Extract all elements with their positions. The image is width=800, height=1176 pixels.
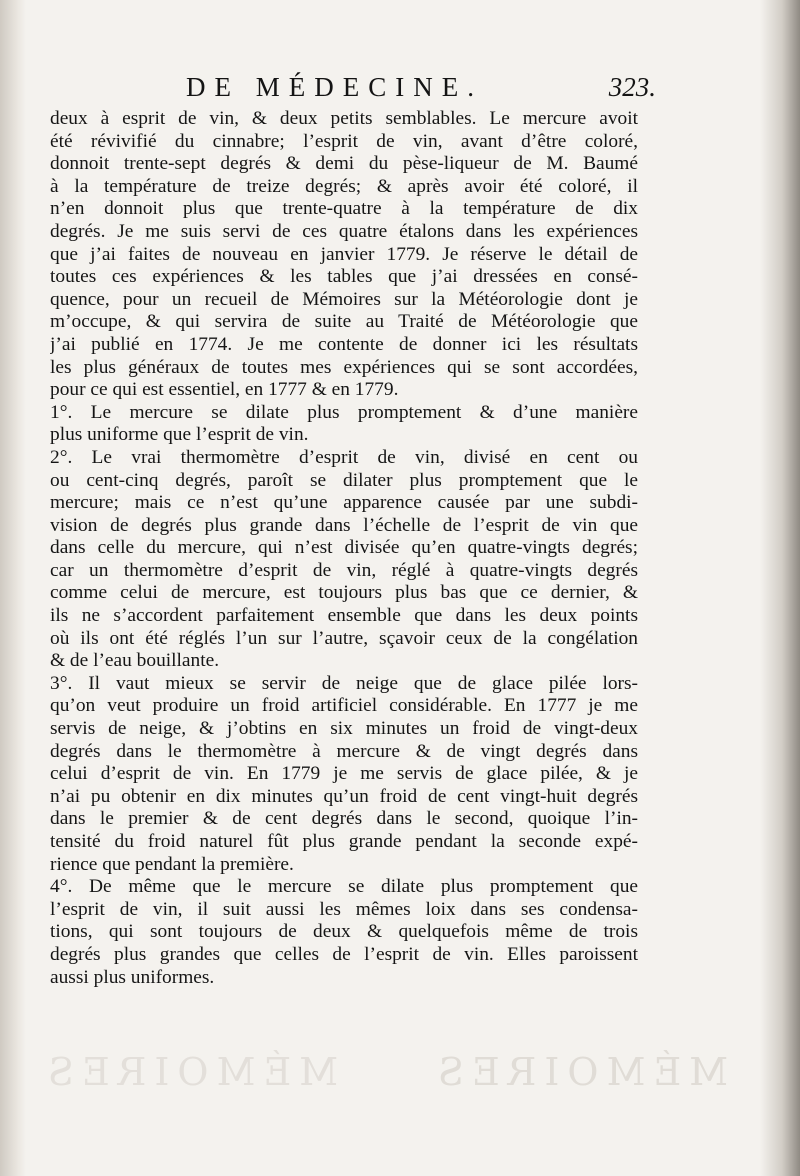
- text-line: j’ai publié en 1774. Je me contente de donner ici les résultats: [50, 333, 638, 355]
- text-line: degrés dans le thermomètre à mercure & de vingt degrés dans: [50, 740, 638, 762]
- text-line: toutes ces expériences & les tables que j’ai dressées en consé-: [50, 266, 638, 288]
- text-line: rience que pendant la première.: [50, 853, 294, 875]
- text-line: qu’on veut produire un froid artificiel considérable. En 1777 je me: [50, 695, 638, 717]
- text-line: dans celle du mercure, qui n’est divisée qu’en quatre-vingts degrés;: [50, 537, 638, 559]
- text-line: 4°. De même que le mercure se dilate plus promptement que: [50, 876, 638, 898]
- text-line: vision de degrés plus grande dans l’échelle de l’esprit de vin que: [50, 514, 638, 536]
- paragraph: [50, 876, 638, 989]
- text-line: mercure; mais ce n’est qu’une apparence causée par une subdi-: [50, 492, 638, 514]
- text-line: deux à esprit de vin, & deux petits semblables. Le mercure avoit: [50, 108, 638, 129]
- page-edge-shadow-right: [760, 0, 800, 1176]
- paragraph: [50, 673, 638, 876]
- running-head: DE MÉDECINE.: [186, 72, 483, 102]
- text-line: tions, qui sont toujours de deux & quelquefois même de trois: [50, 921, 638, 943]
- text-line: où ils ont été réglés l’un sur l’autre, sçavoir ceux de la congélation: [50, 627, 638, 649]
- text-line: l’esprit de vin, il suit aussi les mêmes loix dans ses condensa-: [50, 898, 638, 920]
- text-line: les plus généraux de toutes mes expériences qui se sont accordées,: [50, 356, 638, 378]
- text-line: dans le premier & de cent degrés dans le second, quoique l’in-: [50, 808, 638, 830]
- text-line: 2°. Le vrai thermomètre d’esprit de vin, divisé en cent ou: [50, 446, 638, 468]
- bleed-through-heading-right: MÉMOIRES: [430, 1050, 729, 1094]
- text-line: n’ai pu obtenir en dix minutes qu’un froid de cent vingt-huit degrés: [50, 785, 638, 807]
- text-line: aussi plus uniformes.: [50, 966, 215, 988]
- text-line: comme celui de mercure, est toujours plus bas que ce dernier, &: [50, 582, 638, 604]
- bleed-through-heading-left: MÉMOIRES: [40, 1050, 339, 1094]
- text-line: ou cent-cinq degrés, paroît se dilater plus promptement que le: [50, 469, 638, 491]
- page-number: 323.: [608, 72, 656, 102]
- text-line: n’en donnoit plus que trente-quatre à la température de dix: [50, 198, 638, 220]
- text-line: degrés plus grandes que celles de l’esprit de vin. Elles paroissent: [50, 943, 638, 965]
- paragraph: [50, 447, 638, 673]
- text-line: 1°. Le mercure se dilate plus promptement & d’une manière: [50, 401, 638, 423]
- text-line: tensité du froid naturel fût plus grande pendant la seconde expé-: [50, 831, 638, 852]
- paragraph: [50, 108, 638, 402]
- text-line: à la température de treize degrés; & après avoir été coloré, il: [50, 175, 638, 197]
- text-line: m’occupe, & qui servira de suite au Traité de Météorologie que: [50, 311, 638, 333]
- paragraph: [50, 402, 638, 447]
- text-line: car un thermomètre d’esprit de vin, réglé à quatre-vingts degrés: [50, 559, 638, 581]
- text-line: été révivifié du cinnabre; l’esprit de vin, avant d’être coloré,: [50, 130, 638, 152]
- text-line: & de l’eau bouillante.: [50, 650, 220, 672]
- text-line: 3°. Il vaut mieux se servir de neige que de glace pilée lors-: [50, 672, 638, 694]
- text-line: plus uniforme que l’esprit de vin.: [50, 424, 309, 446]
- text-line: ils ne s’accordent parfaitement ensemble que dans les deux points: [50, 605, 638, 627]
- text-line: servis de neige, & j’obtins en six minutes un froid de vingt-deux: [50, 718, 638, 740]
- text-line: que j’ai faites de nouveau en janvier 1779. Je réserve le détail de: [50, 243, 638, 265]
- text-line: donnoit trente-sept degrés & demi du pèse-liqueur de M. Baumé: [50, 153, 638, 175]
- text-line: celui d’esprit de vin. En 1779 je me servis de glace pilée, & je: [50, 763, 638, 785]
- text-line: degrés. Je me suis servi de ces quatre étalons dans les expériences: [50, 220, 638, 242]
- text-line: pour ce qui est essentiel, en 1777 & en 1779.: [50, 379, 399, 401]
- page-edge-shadow-left: [0, 0, 26, 1176]
- text-line: quence, pour un recueil de Mémoires sur la Météorologie dont je: [50, 288, 638, 310]
- page-header: [186, 70, 656, 110]
- page-body-text: [50, 108, 638, 989]
